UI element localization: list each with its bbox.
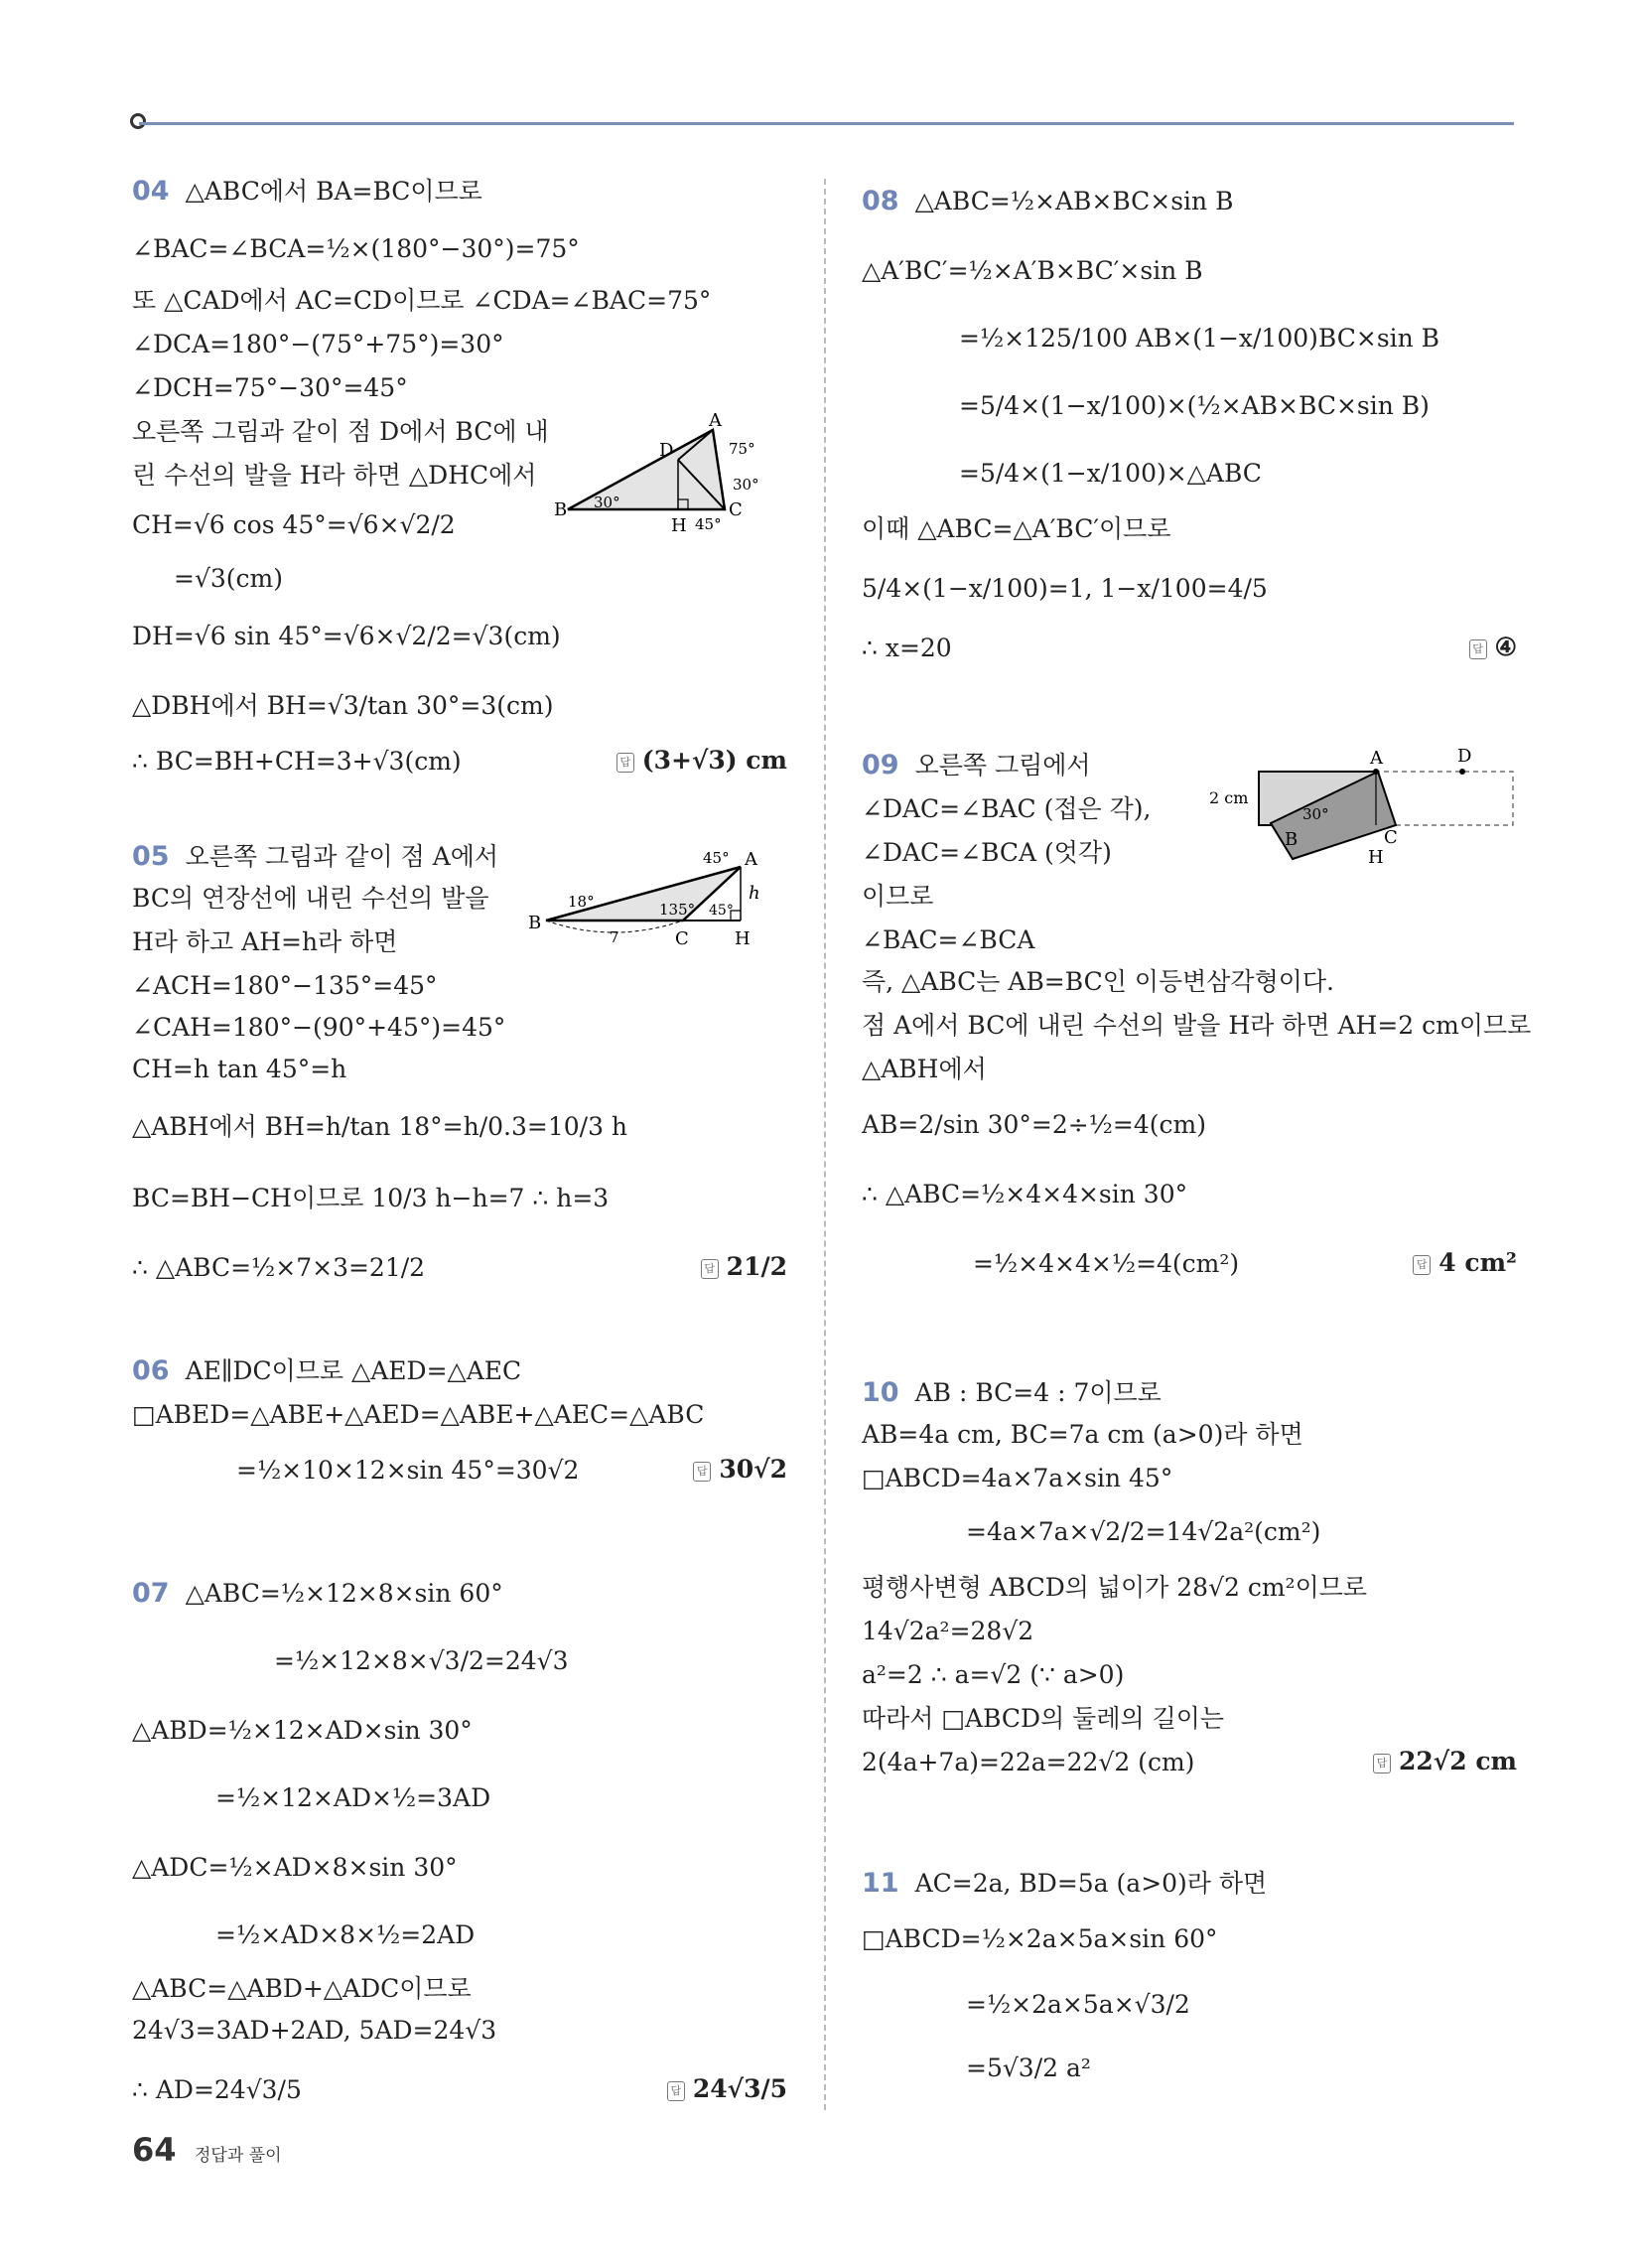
solution-line: ∠ACH=180°−135°=45° bbox=[132, 971, 438, 1000]
solution-line: △A′BC′=½×A′B×BC′×sin B bbox=[862, 256, 1203, 285]
solution-line: =½×10×12×sin 45°=30√2 bbox=[236, 1456, 580, 1485]
fig-label: 135° bbox=[659, 901, 696, 919]
fig-label: 18° bbox=[568, 893, 595, 911]
fig-label: C bbox=[675, 928, 689, 949]
solution-line: 오른쪽 그림에서 bbox=[914, 751, 1091, 780]
solution-line: ∴ x=20 bbox=[862, 634, 952, 662]
solution-line: △DBH에서 BH=√3/tan 30°=3(cm) bbox=[132, 691, 554, 720]
solution-line: 오른쪽 그림과 같이 점 D에서 BC에 내 bbox=[132, 417, 549, 446]
solution-line: ∴ △ABC=½×7×3=21/2 bbox=[132, 1253, 426, 1282]
solution-line: 또 △CAD에서 AC=CD이므로 ∠CDA=∠BAC=75° bbox=[132, 286, 712, 315]
solution-line: ∠DCH=75°−30°=45° bbox=[132, 373, 408, 402]
answer-mark-icon: 답 bbox=[616, 753, 634, 773]
solution-line: ∠BAC=∠BCA bbox=[862, 925, 1035, 954]
solution-line: =½×4×4×½=4(cm²) bbox=[973, 1249, 1240, 1278]
figure-09 bbox=[1209, 742, 1517, 876]
fig-label: H bbox=[1368, 847, 1384, 868]
answer-mark-icon: 답 bbox=[1469, 639, 1487, 659]
solution-line: AB : BC=4 : 7이므로 bbox=[914, 1378, 1162, 1407]
solution-line: ∴ BC=BH+CH=3+√3(cm) bbox=[132, 747, 462, 776]
answer-mark-icon: 답 bbox=[693, 1462, 711, 1482]
fig-label: C bbox=[1384, 827, 1398, 848]
problem-number: 08 bbox=[862, 186, 899, 216]
solution-line: 오른쪽 그림과 같이 점 A에서 bbox=[185, 842, 499, 871]
fig-label: B bbox=[528, 913, 542, 933]
header-rule bbox=[139, 122, 1514, 125]
solution-line: △ABH에서 BH=h/tan 18°=h/0.3=10/3 h bbox=[132, 1112, 628, 1141]
solution-line: ∠DAC=∠BAC (접은 각), bbox=[862, 794, 1152, 823]
fig-label: A bbox=[709, 412, 722, 431]
fig-label: C bbox=[729, 499, 743, 520]
answer-mark-icon: 답 bbox=[1413, 1255, 1431, 1275]
answer-05: 답 21/2 bbox=[701, 1252, 787, 1281]
answer-06: 답 30√2 bbox=[693, 1455, 787, 1484]
answer-08: 답 ④ bbox=[1469, 633, 1517, 661]
answer-09: 답 4 cm² bbox=[1413, 1248, 1517, 1277]
solution-line: 24√3=3AD+2AD, 5AD=24√3 bbox=[132, 2016, 497, 2045]
problem-number: 10 bbox=[862, 1377, 899, 1408]
problem-number: 06 bbox=[132, 1355, 170, 1386]
fig-label: H bbox=[671, 515, 687, 536]
solution-line: 따라서 □ABCD의 둘레의 길이는 bbox=[862, 1704, 1225, 1733]
fig-label: 45° bbox=[709, 903, 734, 919]
solution-line: △ABH에서 bbox=[862, 1055, 987, 1083]
solution-line: =√3(cm) bbox=[174, 564, 283, 593]
page-number: 64 bbox=[132, 2131, 177, 2169]
solution-line: □ABCD=4a×7a×sin 45° bbox=[862, 1464, 1173, 1492]
solution-line: =5/4×(1−x/100)×(½×AB×BC×sin B) bbox=[959, 391, 1430, 420]
fig-label: 75° bbox=[729, 440, 755, 458]
solution-line: CH=√6 cos 45°=√6×√2/2 bbox=[132, 510, 456, 539]
solution-line: 2(4a+7a)=22a=22√2 (cm) bbox=[862, 1748, 1195, 1776]
problem-number: 07 bbox=[132, 1578, 170, 1609]
solution-line: =5√3/2 a² bbox=[966, 2054, 1091, 2082]
solution-line: △ABD=½×12×AD×sin 30° bbox=[132, 1716, 473, 1745]
fig-label: 45° bbox=[703, 849, 730, 867]
problem-number: 09 bbox=[862, 750, 899, 780]
solution-line: 이므로 bbox=[862, 882, 934, 911]
solution-line: AB=4a cm, BC=7a cm (a>0)라 하면 bbox=[862, 1420, 1303, 1449]
fig-label: 45° bbox=[695, 515, 722, 533]
solution-line: =½×AD×8×½=2AD bbox=[215, 1920, 476, 1949]
solution-line: △ADC=½×AD×8×sin 30° bbox=[132, 1853, 458, 1882]
fig-label: A bbox=[745, 849, 757, 870]
problem-number: 04 bbox=[132, 176, 170, 207]
solution-line: AB=2/sin 30°=2÷½=4(cm) bbox=[862, 1110, 1206, 1139]
solution-line: a²=2 ∴ a=√2 (∵ a>0) bbox=[862, 1660, 1125, 1689]
fig-label: A bbox=[1370, 748, 1383, 769]
fig-label: D bbox=[659, 440, 674, 461]
solution-line: 평행사변형 ABCD의 넓이가 28√2 cm²이므로 bbox=[862, 1573, 1368, 1602]
solution-line: △ABC에서 BA=BC이므로 bbox=[185, 177, 482, 206]
answer-mark-icon: 답 bbox=[667, 2081, 685, 2101]
footer-label: 정답과 풀이 bbox=[195, 2146, 282, 2166]
solution-line: =½×12×AD×½=3AD bbox=[215, 1783, 491, 1812]
solution-line: △ABC=△ABD+△ADC이므로 bbox=[132, 1974, 472, 2003]
solution-line: ∠DCA=180°−(75°+75°)=30° bbox=[132, 330, 504, 358]
answer-04: 답 (3+√3) cm bbox=[616, 746, 787, 775]
solution-line: AE∥DC이므로 △AED=△AEC bbox=[185, 1356, 522, 1385]
fig-label: 30° bbox=[594, 494, 620, 511]
solution-line: =4a×7a×√2/2=14√2a²(cm²) bbox=[966, 1517, 1321, 1546]
solution-line: ∠DAC=∠BCA (엇각) bbox=[862, 838, 1112, 867]
answer-10: 답 22√2 cm bbox=[1373, 1747, 1517, 1775]
problem-number: 05 bbox=[132, 841, 170, 872]
solution-line: 린 수선의 발을 H라 하면 △DHC에서 bbox=[132, 461, 537, 490]
fig-label: h bbox=[749, 883, 760, 904]
solution-line: □ABED=△ABE+△AED=△ABE+△AEC=△ABC bbox=[132, 1400, 705, 1429]
problem-number: 11 bbox=[862, 1868, 899, 1899]
solution-line: △ABC=½×12×8×sin 60° bbox=[185, 1579, 503, 1608]
solution-line: BC의 연장선에 내린 수선의 발을 bbox=[132, 884, 489, 913]
solution-line: =½×12×8×√3/2=24√3 bbox=[274, 1646, 569, 1675]
answer-07: 답 24√3/5 bbox=[667, 2074, 787, 2103]
solution-line: =½×125/100 AB×(1−x/100)BC×sin B bbox=[959, 324, 1440, 353]
solution-line: 14√2a²=28√2 bbox=[862, 1617, 1034, 1645]
fig-label: 30° bbox=[733, 476, 759, 494]
solution-line: 5/4×(1−x/100)=1, 1−x/100=4/5 bbox=[862, 574, 1268, 603]
fig-label: 2 cm bbox=[1209, 788, 1249, 807]
solution-line: =5/4×(1−x/100)×△ABC bbox=[959, 459, 1262, 488]
solution-line: AC=2a, BD=5a (a>0)라 하면 bbox=[914, 1869, 1268, 1898]
solution-line: H라 하고 AH=h라 하면 bbox=[132, 927, 398, 956]
answer-mark-icon: 답 bbox=[1373, 1754, 1391, 1773]
fig-label: H bbox=[735, 928, 751, 949]
fig-label: D bbox=[1457, 746, 1472, 767]
figure-05 bbox=[524, 841, 782, 950]
solution-line: 점 A에서 BC에 내린 수선의 발을 H라 하면 AH=2 cm이므로 bbox=[862, 1011, 1532, 1040]
fig-label: 30° bbox=[1302, 805, 1329, 823]
solution-line: 즉, △ABC는 AB=BC인 이등변삼각형이다. bbox=[862, 967, 1334, 996]
header-bullet bbox=[130, 113, 146, 129]
fig-label: B bbox=[554, 499, 568, 520]
fig-label: 7 bbox=[610, 928, 619, 946]
solution-line: □ABCD=½×2a×5a×sin 60° bbox=[862, 1924, 1218, 1953]
solution-line: ∠BAC=∠BCA=½×(180°−30°)=75° bbox=[132, 234, 580, 263]
solution-line: ∠CAH=180°−(90°+45°)=45° bbox=[132, 1013, 506, 1042]
solution-line: △ABC=½×AB×BC×sin B bbox=[914, 187, 1234, 215]
solution-line: ∴ △ABC=½×4×4×sin 30° bbox=[862, 1180, 1188, 1208]
column-divider bbox=[824, 179, 826, 2110]
fig-label: B bbox=[1285, 829, 1299, 850]
solution-line: ∴ AD=24√3/5 bbox=[132, 2075, 302, 2104]
figure-04 bbox=[554, 412, 782, 556]
answer-mark-icon: 답 bbox=[701, 1259, 719, 1279]
solution-line: 이때 △ABC=△A′BC′이므로 bbox=[862, 514, 1171, 543]
solution-line: BC=BH−CH이므로 10/3 h−h=7 ∴ h=3 bbox=[132, 1184, 610, 1212]
solution-line: DH=√6 sin 45°=√6×√2/2=√3(cm) bbox=[132, 622, 561, 650]
solution-line: CH=h tan 45°=h bbox=[132, 1055, 347, 1083]
solution-line: =½×2a×5a×√3/2 bbox=[966, 1990, 1190, 2019]
